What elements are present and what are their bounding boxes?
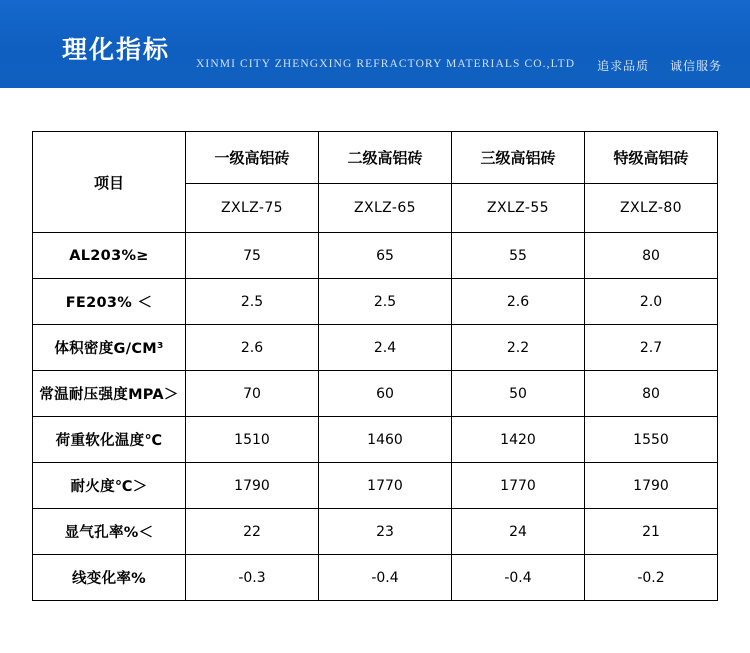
cell-value: 1790 <box>585 463 718 509</box>
slogan-part-2: 诚信服务 <box>669 59 722 73</box>
cell-value: 55 <box>452 233 585 279</box>
row-label-linear-change: 线变化率% <box>33 555 186 601</box>
company-name: XINMI CITY ZHENGXING REFRACTORY MATERIALS CO.,LTD <box>196 58 576 70</box>
cell-value: 1420 <box>452 417 585 463</box>
cell-value: -0.2 <box>585 555 718 601</box>
cell-value: 23 <box>319 509 452 555</box>
column-header-name-4: 特级高铝砖 <box>585 132 718 184</box>
cell-value: 1510 <box>186 417 319 463</box>
header-banner <box>0 0 750 88</box>
slogan <box>597 57 722 74</box>
column-header-code-1: ZXLZ-75 <box>186 184 319 233</box>
cell-value: 2.2 <box>452 325 585 371</box>
cell-value: 2.5 <box>319 279 452 325</box>
cell-value: 1770 <box>452 463 585 509</box>
spec-table <box>32 131 718 601</box>
cell-value: 24 <box>452 509 585 555</box>
table-row <box>33 509 718 555</box>
column-header-name-3: 三级高铝砖 <box>452 132 585 184</box>
cell-value: 1460 <box>319 417 452 463</box>
column-header-code-3: ZXLZ-55 <box>452 184 585 233</box>
cell-value: 2.6 <box>452 279 585 325</box>
cell-value: 21 <box>585 509 718 555</box>
column-header-code-2: ZXLZ-65 <box>319 184 452 233</box>
row-label-refractoriness-under-load: 荷重软化温度℃ <box>33 417 186 463</box>
row-label-al203: AL203%≥ <box>33 233 186 279</box>
cell-value: 22 <box>186 509 319 555</box>
cell-value: 2.6 <box>186 325 319 371</box>
cell-value: 1790 <box>186 463 319 509</box>
column-header-name-2: 二级高铝砖 <box>319 132 452 184</box>
cell-value: 80 <box>585 233 718 279</box>
cell-value: 1550 <box>585 417 718 463</box>
table-row <box>33 325 718 371</box>
cell-value: 2.4 <box>319 325 452 371</box>
slogan-part-1: 追求品质 <box>597 59 650 73</box>
cell-value: 80 <box>585 371 718 417</box>
column-header-code-4: ZXLZ-80 <box>585 184 718 233</box>
cell-value: -0.4 <box>452 555 585 601</box>
table-row <box>33 417 718 463</box>
cell-value: 75 <box>186 233 319 279</box>
cell-value: 2.5 <box>186 279 319 325</box>
cell-value: 65 <box>319 233 452 279</box>
row-label-bulk-density: 体积密度G/CM³ <box>33 325 186 371</box>
cell-value: 70 <box>186 371 319 417</box>
column-header-name-1: 一级高铝砖 <box>186 132 319 184</box>
cell-value: 60 <box>319 371 452 417</box>
row-label-apparent-porosity: 显气孔率%＜ <box>33 509 186 555</box>
row-label-cold-crushing-strength: 常温耐压强度MPA＞ <box>33 371 186 417</box>
cell-value: -0.3 <box>186 555 319 601</box>
spec-table-body <box>33 132 718 601</box>
table-header-row-names <box>33 132 718 184</box>
cell-value: 2.0 <box>585 279 718 325</box>
cell-value: 1770 <box>319 463 452 509</box>
table-row <box>33 371 718 417</box>
cell-value: 2.7 <box>585 325 718 371</box>
table-row <box>33 233 718 279</box>
table-row <box>33 463 718 509</box>
row-label-refractoriness: 耐火度℃＞ <box>33 463 186 509</box>
cell-value: -0.4 <box>319 555 452 601</box>
table-row <box>33 279 718 325</box>
row-label-fe203: FE203% ＜ <box>33 279 186 325</box>
item-column-header: 项目 <box>33 132 186 233</box>
page-title: 理化指标 <box>62 35 171 64</box>
cell-value: 50 <box>452 371 585 417</box>
table-row <box>33 555 718 601</box>
spec-table-container <box>32 131 718 601</box>
